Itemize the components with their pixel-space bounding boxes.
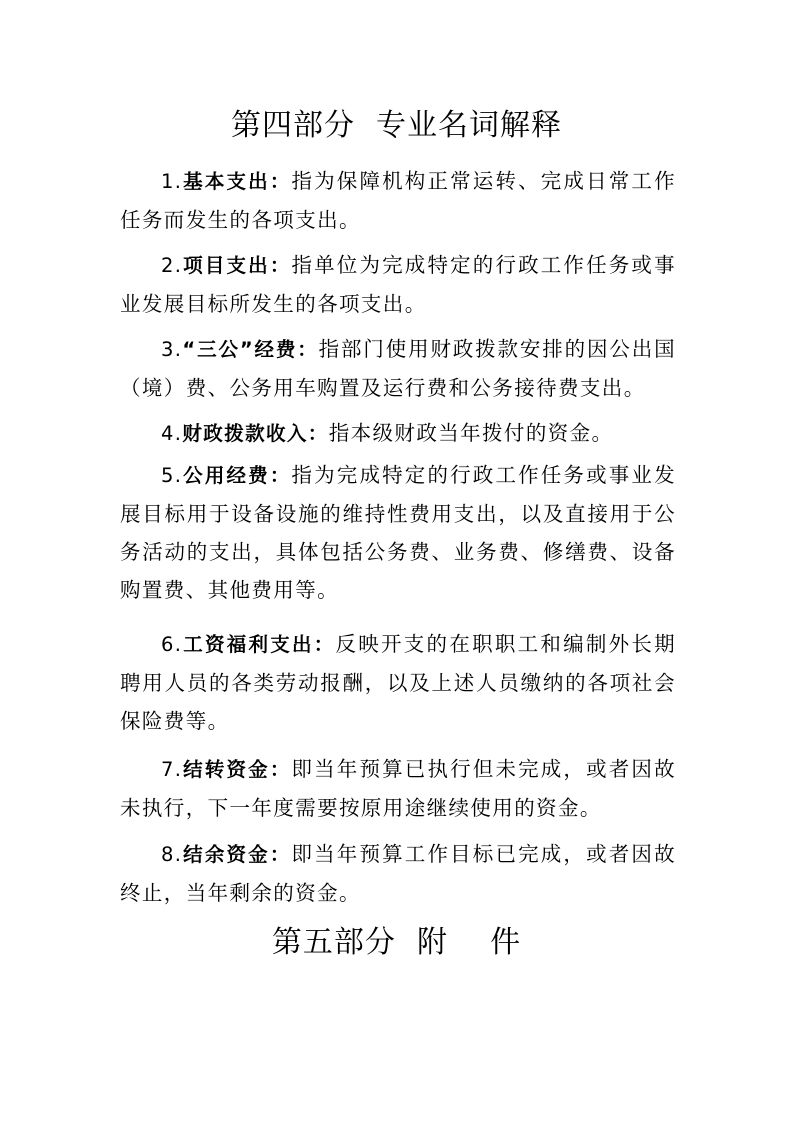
item-term: 财政拨款收入： xyxy=(182,422,329,445)
item-term: 工资福利支出： xyxy=(182,633,336,656)
item-definition: 指单位为完成特定的行政工作任务或事业发展目标所发生的各项支出。 xyxy=(120,253,676,316)
part4-title: 第四部分 专业名词解释 xyxy=(230,108,563,143)
item-number: 3. xyxy=(161,338,183,361)
glossary-section xyxy=(120,162,676,239)
item-term: 项目支出： xyxy=(182,254,292,277)
glossary-section xyxy=(120,625,676,740)
glossary-item xyxy=(120,414,676,453)
glossary-item xyxy=(120,162,676,239)
glossary-item xyxy=(120,750,676,827)
item-number: 1. xyxy=(161,170,183,193)
item-term: 结转资金： xyxy=(182,758,292,781)
item-term: 公用经费： xyxy=(182,464,292,487)
glossary-item xyxy=(120,330,676,407)
item-number: 4. xyxy=(161,422,183,445)
item-term: “三公”经费： xyxy=(182,338,319,361)
item-definition: 即当年预算工作目标已完成，或者因故终止，当年剩余的资金。 xyxy=(120,842,676,905)
item-definition: 指部门使用财政拨款安排的因公出国（境）费、公务用车购置及运行费和公务接待费支出。 xyxy=(120,337,676,400)
glossary-section xyxy=(120,330,676,407)
item-number: 6. xyxy=(161,633,183,656)
item-term: 基本支出： xyxy=(182,170,292,193)
part5-title: 第五部分 附 件 xyxy=(271,925,522,960)
glossary-item xyxy=(120,246,676,323)
item-definition: 指为完成特定的行政工作任务或事业发展目标用于设备设施的维持性费用支出，以及直接用于公务活动的支出，具体包括公务费、业务费、修缮费、设备购置费、其他费用等。 xyxy=(120,463,676,602)
item-number: 5. xyxy=(161,464,183,487)
glossary-item xyxy=(120,835,676,912)
glossary-section xyxy=(120,246,676,323)
item-definition: 指为保障机构正常运转、完成日常工作任务而发生的各项支出。 xyxy=(120,169,676,232)
item-number: 8. xyxy=(161,843,183,866)
item-definition: 指本级财政当年拨付的资金。 xyxy=(328,421,614,445)
glossary-section xyxy=(120,456,676,609)
glossary-item xyxy=(120,456,676,609)
glossary-item xyxy=(120,625,676,740)
glossary-section xyxy=(120,835,676,912)
glossary-section xyxy=(120,414,676,453)
item-number: 7. xyxy=(161,758,183,781)
item-number: 2. xyxy=(161,254,183,277)
glossary-section xyxy=(120,750,676,827)
item-term: 结余资金： xyxy=(182,843,292,866)
item-definition: 即当年预算已执行但未完成，或者因故未执行，下一年度需要按原用途继续使用的资金。 xyxy=(120,757,676,820)
item-definition: 反映开支的在职职工和编制外长期聘用人员的各类劳动报酬，以及上述人员缴纳的各项社会保险费等。 xyxy=(120,632,676,733)
